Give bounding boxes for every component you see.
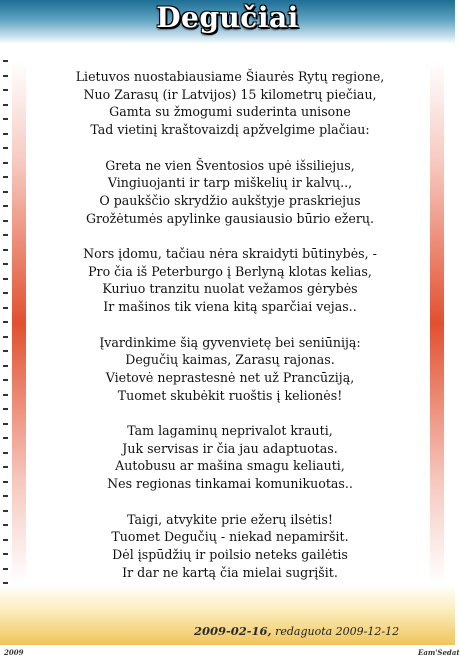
poem-line: Įvardinkime šią gyvenvietę bei seniūniją: (99, 334, 361, 350)
ruler-tick (3, 292, 8, 294)
poem-line: Tad vietinį kraštovaizdį apžvelgime plačiau: (90, 122, 370, 138)
poem-line: Dėl įspūdžių ir poilsio neteks gailėtis (112, 546, 348, 562)
stanza (40, 245, 420, 316)
ruler-tick (3, 437, 8, 439)
ruler-tick (3, 75, 8, 77)
ruler-tick (3, 118, 8, 120)
ruler-tick (3, 191, 8, 193)
poem-date: 2009-02-16, (194, 624, 272, 638)
ruler-tick (3, 133, 8, 135)
poem-line: Autobusu ar mašina smagu keliauti, (115, 458, 345, 474)
ruler-tick (3, 394, 8, 396)
poem-line: Vietovė neprastesnė net už Prancūziją, (105, 369, 355, 385)
poem-line: Greta ne vien Šventosios upė išsiliejus, (105, 157, 355, 173)
ruler-tick (3, 162, 8, 164)
ruler-tick (3, 568, 8, 570)
ruler-tick (3, 524, 8, 526)
poem-line: Ir mašinos tik viena kitą sparčiai vejas.. (103, 299, 357, 315)
poem-line: Grožėtumės apylinke gausiausio būrio ežerų. (85, 210, 375, 226)
ruler-tick (3, 510, 8, 512)
ruler-tick (3, 553, 8, 555)
poem-line: Lietuvos nuostabiausiame Šiaurės Rytų regione, (75, 69, 385, 84)
page-title: Degučiai (156, 1, 299, 34)
ruler-tick (3, 60, 8, 62)
poem-line: Tuomet Degučių - niekad nepamiršit. (111, 529, 349, 545)
ruler-tick (3, 249, 8, 251)
ruler-tick (3, 539, 8, 541)
ruler-tick (3, 452, 8, 454)
ruler-tick (3, 263, 8, 265)
ruler-tick (3, 466, 8, 468)
right-decorative-bar (430, 62, 444, 584)
poem-line: Degučių kaimas, Zarasų rajonas. (125, 352, 335, 368)
poem (40, 68, 420, 599)
poem-line: Taigi, atvykite prie ežerų ilsėtis! (127, 511, 333, 527)
ruler-tick (3, 307, 8, 309)
poem-line: Pro čia iš Peterburgo į Berlyną klotas kelias, (88, 263, 372, 279)
stanza (40, 157, 420, 228)
bottom-bar (0, 645, 455, 660)
date-line (194, 624, 399, 638)
bottom-right-label: Eam'Sedat (418, 648, 460, 657)
stanza (40, 422, 420, 493)
stanza (40, 68, 420, 139)
ruler-tick (3, 408, 8, 410)
ruler-tick (3, 336, 8, 338)
ruler-tick (3, 176, 8, 178)
poem-line: Nors įdomu, tačiau nėra skraidyti būtinybės, - (83, 246, 377, 261)
ruler-tick (3, 379, 8, 381)
poem-line: Tam lagaminų neprivalot krauti, (127, 423, 333, 438)
poem-line: Ir dar ne kartą čia mielai sugrįšit. (122, 564, 338, 580)
stanza (40, 511, 420, 582)
poem-line: Vingiuojanti ir tarp miškelių ir kalvų.., (107, 175, 353, 191)
poem-line: Kuriuo tranzitu nuolat vežamos gėrybės (102, 281, 358, 297)
ruler-tick (3, 205, 8, 207)
poem-line: Nes regionas tinkamai komunikuotas.. (107, 476, 353, 492)
ruler-tick (3, 220, 8, 222)
ruler-tick (3, 321, 8, 323)
poem-line: Gamta su žmogumi suderinta unisone (109, 104, 351, 120)
bottom-left-label: 2009 (4, 648, 24, 657)
ruler-tick (3, 234, 8, 236)
poem-line: Nuo Zarasų (ir Latvijos) 15 kilometrų piečiau, (83, 86, 377, 102)
stanza (40, 334, 420, 405)
ruler-tick (3, 365, 8, 367)
left-ruler (0, 60, 12, 640)
poem-line: Tuomet skubėkit ruoštis į kelionės! (117, 387, 343, 403)
ruler-tick (3, 350, 8, 352)
ruler-tick (3, 481, 8, 483)
poem-line: Juk servisas ir čia jau adaptuotas. (122, 440, 338, 456)
ruler-tick (3, 495, 8, 497)
ruler-tick (3, 278, 8, 280)
left-decorative-bar (12, 62, 26, 584)
ruler-tick (3, 582, 8, 584)
poem-line: O paukščio skrydžio aukštyje praskriejus (99, 192, 361, 208)
ruler-tick (3, 89, 8, 91)
ruler-tick (3, 147, 8, 149)
ruler-tick (3, 423, 8, 425)
ruler-tick (3, 104, 8, 106)
edited-date: redaguota 2009-12-12 (275, 625, 400, 638)
